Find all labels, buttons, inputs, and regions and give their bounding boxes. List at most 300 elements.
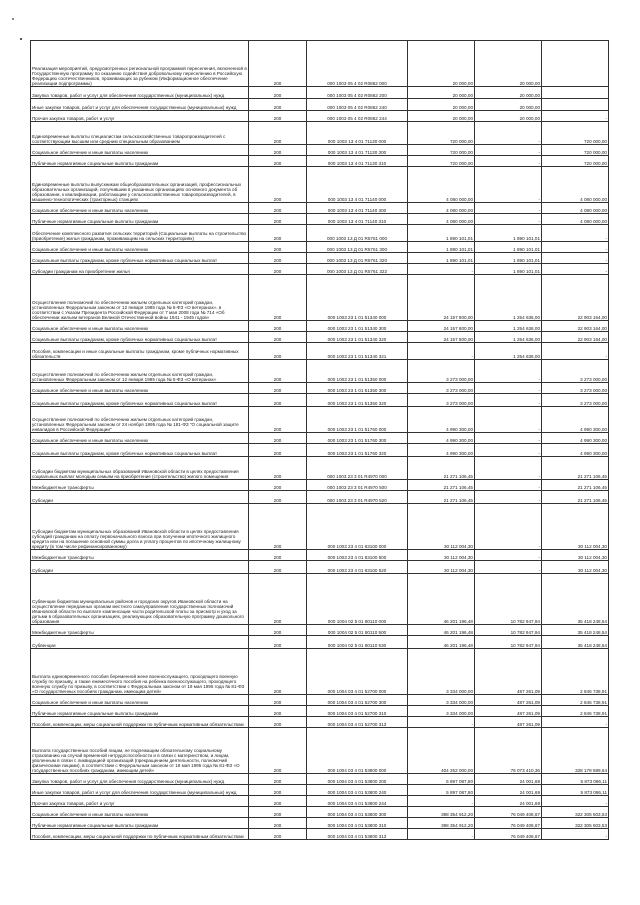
row-budget-code: 000 1004 03 4 01 53800 200: [307, 774, 408, 785]
row-unexecuted: 30 112 004,30: [542, 561, 609, 574]
row-name: Социальное обеспечение и иные выплаты населению: [31, 383, 249, 394]
row-executed: 487 261,09: [475, 649, 542, 695]
row-unexecuted: 30 112 004,30: [542, 504, 609, 550]
row-approved: 20 000,00: [408, 41, 475, 87]
row-executed: 1 890 101,01: [475, 242, 542, 253]
row-executed: 24 001,69: [475, 774, 542, 785]
row-executed: 1 254 636,00: [475, 275, 542, 321]
table-row: [31, 774, 609, 785]
row-unexecuted: 21 271 106,45: [542, 491, 609, 504]
budget-expenditure-table: [30, 40, 609, 840]
table-row: [31, 407, 609, 433]
row-unexecuted: 2 846 738,91: [542, 649, 609, 695]
row-executed: -: [475, 360, 542, 383]
row-name: Субсидии: [31, 561, 249, 574]
row-executed: 24 001,69: [475, 796, 542, 807]
row-budget-code: 000 1003 23 1 01 51340 321: [307, 343, 408, 360]
table-row: [31, 625, 609, 636]
row-line-code: 200: [249, 785, 307, 796]
table-row: [31, 383, 609, 394]
row-approved: 3 273 000,00: [408, 383, 475, 394]
table-row: [31, 275, 609, 321]
row-line-code: 200: [249, 343, 307, 360]
table-row: [31, 706, 609, 717]
row-executed: 487 261,09: [475, 717, 542, 728]
row-unexecuted: 720 000,00: [542, 122, 609, 145]
row-executed: -: [475, 480, 542, 491]
row-unexecuted: -: [542, 796, 609, 807]
row-unexecuted: -: [542, 253, 609, 264]
row-line-code: 200: [249, 41, 307, 87]
row-budget-code: 000 1003 13 Д 01 R5761 000: [307, 225, 408, 242]
table-row: [31, 649, 609, 695]
row-name: Социальные выплаты гражданам, кроме публичных нормативных социальных выплат: [31, 332, 249, 343]
row-budget-code: 000 1004 03 4 01 52700 000: [307, 649, 408, 695]
row-approved: 3 334 000,00: [408, 649, 475, 695]
row-budget-code: 000 1003 05 4 02 R0862 244: [307, 111, 408, 122]
row-name: Социальные выплаты гражданам, кроме публичных нормативных социальных выплат: [31, 253, 249, 264]
row-line-code: 200: [249, 203, 307, 214]
row-budget-code: 000 1003 23 3 01 R4970 520: [307, 491, 408, 504]
row-budget-code: 000 1004 03 4 01 53800 240: [307, 785, 408, 796]
row-name: Осуществление полномочий по обеспечению жильем отдельных категорий граждан, установленных Федеральным законом от 12 января 1995 года № 5-ФЗ «О ветеранах», в соответствии с Указом Президента Российской Федерации от 7 мая 2008 года № 714 «Об обеспечении жильем ветеранов Великой Отечественной войны 1941 - 1945 годов»: [31, 275, 249, 321]
row-line-code: 200: [249, 717, 307, 728]
row-name: Иные закупки товаров, работ и услуг для обеспечения государственных (муниципальных) нужд: [31, 99, 249, 111]
row-name: Единовременные выплаты выпускникам общеобразовательных организаций, профессиональных образовательных организаций, получившим в указанных организациях основного документа об образовании, к квалификации, работающим у сельскохозяйственных товаропроизводителей, в машинно-технологических (тракторных) станциях: [31, 167, 249, 203]
row-name: Единовременные выплаты специалистам сельскохозяйственных товаропроизводителей с соответствующим высшим или средним специальным образованием: [31, 122, 249, 145]
row-unexecuted: 322 305 503,53: [542, 818, 609, 829]
row-budget-code: 000 1004 02 5 01 80110 000: [307, 574, 408, 625]
row-unexecuted: -: [542, 111, 609, 122]
table-row: [31, 728, 609, 774]
row-approved: 4 080 000,00: [408, 167, 475, 203]
row-name: Субвенции: [31, 636, 249, 649]
table-row: [31, 41, 609, 87]
row-approved: 46 201 196,48: [408, 625, 475, 636]
table-row: [31, 695, 609, 706]
row-name: Публичные нормативные социальные выплаты гражданам: [31, 818, 249, 829]
row-executed: 1 890 101,01: [475, 253, 542, 264]
table-row: [31, 167, 609, 203]
row-executed: 1 890 101,01: [475, 225, 542, 242]
row-budget-code: 000 1003 23 1 01 51760 300: [307, 433, 408, 444]
row-executed: -: [475, 491, 542, 504]
row-budget-code: 000 1003 23 3 01 R4970 500: [307, 480, 408, 491]
row-executed: 76 073 410,36: [475, 728, 542, 774]
row-budget-code: 000 1004 03 4 01 52700 300: [307, 695, 408, 706]
table-row: [31, 807, 609, 818]
row-name: Межбюджетные трансферты: [31, 550, 249, 561]
row-budget-code: 000 1004 02 5 01 80110 500: [307, 625, 408, 636]
row-unexecuted: 4 990 300,00: [542, 433, 609, 444]
row-line-code: 200: [249, 225, 307, 242]
row-executed: -: [475, 122, 542, 145]
row-line-code: 200: [249, 728, 307, 774]
row-unexecuted: 3 273 000,00: [542, 383, 609, 394]
row-line-code: 200: [249, 99, 307, 111]
row-line-code: 200: [249, 504, 307, 550]
table-row: [31, 444, 609, 457]
row-line-code: 200: [249, 111, 307, 122]
row-budget-code: 000 1003 13 4 01 71130 300: [307, 145, 408, 156]
row-budget-code: 000 1003 23 1 01 51340 320: [307, 332, 408, 343]
row-name: Социальное обеспечение и иные выплаты населению: [31, 433, 249, 444]
row-unexecuted: 22 903 164,00: [542, 321, 609, 332]
row-unexecuted: 4 990 300,00: [542, 407, 609, 433]
row-line-code: 200: [249, 145, 307, 156]
row-name: Выплата государственных пособий лицам, не подлежащим обязательному социальному страхованию на случай временной нетрудоспособности и в связи с материнством, и лицам, уволенным в связи с ликвидацией организаций (прекращением деятельности, полномочий физическими лицами), в соответствии с Федеральным законом от 19 мая 1995 года № 81-ФЗ «О государственных пособиях гражданам, имеющим детей»: [31, 728, 249, 774]
row-executed: 76 049 408,67: [475, 807, 542, 818]
row-unexecuted: -: [542, 264, 609, 275]
table-row: [31, 225, 609, 242]
row-executed: -: [475, 383, 542, 394]
row-approved: 3 273 000,00: [408, 394, 475, 407]
row-approved: 21 271 106,45: [408, 457, 475, 480]
row-executed: 487 261,09: [475, 695, 542, 706]
table-row: [31, 122, 609, 145]
row-executed: -: [475, 145, 542, 156]
row-unexecuted: -: [542, 343, 609, 360]
row-budget-code: 000 1003 13 Д 01 R5761 300: [307, 242, 408, 253]
row-budget-code: 000 1003 13 4 01 71130 310: [307, 156, 408, 167]
row-budget-code: 000 1003 23 4 01 83100 520: [307, 561, 408, 574]
row-line-code: 200: [249, 122, 307, 145]
row-executed: 20 000,00: [475, 99, 542, 111]
row-line-code: 200: [249, 321, 307, 332]
row-budget-code: 000 1003 13 Д 01 R5761 320: [307, 253, 408, 264]
row-name: Реализация мероприятий, предусмотренных региональной программой переселения, включенной в Государственную программу по оказанию содействия добровольному переселению в Российскую Федерацию соотечественников, проживающих за рубежом (Информационное обеспечение реализации подпрограммы): [31, 41, 249, 87]
table-row: [31, 99, 609, 111]
row-approved: 4 080 000,00: [408, 203, 475, 214]
row-unexecuted: 4 990 300,00: [542, 444, 609, 457]
row-name: Закупка товаров, работ и услуг для обеспечения государственных (муниципальных) нужд: [31, 87, 249, 99]
row-unexecuted: 328 178 589,64: [542, 728, 609, 774]
row-unexecuted: 35 418 248,54: [542, 574, 609, 625]
row-line-code: 200: [249, 561, 307, 574]
row-budget-code: 000 1004 03 4 01 52700 310: [307, 706, 408, 717]
row-line-code: 200: [249, 407, 307, 433]
row-name: Социальное обеспечение и иные выплаты населению: [31, 807, 249, 818]
row-name: Публичные нормативные социальные выплаты гражданам: [31, 706, 249, 717]
row-line-code: 200: [249, 649, 307, 695]
row-approved: 30 112 004,30: [408, 550, 475, 561]
row-budget-code: 000 1004 03 4 01 53800 310: [307, 818, 408, 829]
row-line-code: 200: [249, 275, 307, 321]
row-budget-code: 000 1004 02 5 01 80110 530: [307, 636, 408, 649]
row-approved: 24 157 800,00: [408, 332, 475, 343]
row-name: Публичные нормативные социальные выплаты гражданам: [31, 214, 249, 225]
table-row: [31, 343, 609, 360]
table-row: [31, 785, 609, 796]
table-row: [31, 550, 609, 561]
row-name: Закупка товаров, работ и услуг для обеспечения государственных (муниципальных) нужд: [31, 774, 249, 785]
row-executed: 10 782 947,94: [475, 574, 542, 625]
row-line-code: 200: [249, 433, 307, 444]
table-row: [31, 242, 609, 253]
row-executed: 1 254 636,00: [475, 332, 542, 343]
row-name: Социальное обеспечение и иные выплаты населению: [31, 203, 249, 214]
row-unexecuted: 322 305 503,53: [542, 807, 609, 818]
row-name: Пособия, компенсации и иные социальные выплаты гражданам, кроме публичных нормативных обязательств: [31, 343, 249, 360]
table-row: [31, 433, 609, 444]
row-line-code: 200: [249, 636, 307, 649]
row-line-code: 200: [249, 829, 307, 840]
row-unexecuted: 2 846 738,91: [542, 706, 609, 717]
table-row: [31, 145, 609, 156]
row-name: Прочая закупка товаров, работ и услуг: [31, 111, 249, 122]
row-approved: 30 112 004,30: [408, 561, 475, 574]
table-row: [31, 156, 609, 167]
row-budget-code: 000 1003 23 1 01 51760 320: [307, 444, 408, 457]
row-line-code: 200: [249, 480, 307, 491]
row-executed: 1 254 636,00: [475, 343, 542, 360]
row-budget-code: 000 1003 23 4 01 83100 500: [307, 550, 408, 561]
row-approved: 720 000,00: [408, 122, 475, 145]
row-line-code: 200: [249, 774, 307, 785]
row-approved: 4 990 300,00: [408, 444, 475, 457]
row-name: Прочая закупка товаров, работ и услуг: [31, 796, 249, 807]
table-row: [31, 253, 609, 264]
row-budget-code: 000 1003 13 4 01 71140 300: [307, 203, 408, 214]
row-name: Социальные выплаты гражданам, кроме публичных нормативных социальных выплат: [31, 444, 249, 457]
row-executed: 24 001,69: [475, 785, 542, 796]
row-name: Межбюджетные трансферты: [31, 480, 249, 491]
row-approved: 46 201 196,48: [408, 574, 475, 625]
row-approved: 3 334 000,00: [408, 695, 475, 706]
row-unexecuted: 5 873 086,11: [542, 785, 609, 796]
row-approved: 1 890 101,01: [408, 253, 475, 264]
row-approved: -: [408, 829, 475, 840]
row-budget-code: 000 1003 23 1 01 51350 300: [307, 383, 408, 394]
row-unexecuted: 3 273 000,00: [542, 394, 609, 407]
row-line-code: 200: [249, 625, 307, 636]
row-approved: 3 334 000,00: [408, 706, 475, 717]
row-executed: 10 782 947,94: [475, 625, 542, 636]
table-row: [31, 636, 609, 649]
row-executed: 76 049 408,67: [475, 818, 542, 829]
row-name: Иные закупки товаров, работ и услуг для обеспечения государственных (муниципальных) нужд: [31, 785, 249, 796]
row-line-code: 200: [249, 242, 307, 253]
row-name: Пособия, компенсации, меры социальной поддержки по публичным нормативным обязательствам: [31, 717, 249, 728]
row-approved: 24 157 800,00: [408, 321, 475, 332]
row-approved: 20 000,00: [408, 87, 475, 99]
row-executed: 1 254 636,00: [475, 321, 542, 332]
row-approved: 21 271 106,45: [408, 480, 475, 491]
row-executed: -: [475, 561, 542, 574]
row-unexecuted: 4 080 000,00: [542, 203, 609, 214]
row-unexecuted: [542, 41, 609, 87]
row-executed: 20 000,00: [475, 41, 542, 87]
row-name: Субсидии бюджетам муниципальных образований Ивановской области в целях предоставления социальных выплат молодым семьям на приобретение (строительство) жилого помещения: [31, 457, 249, 480]
row-approved: 4 080 000,00: [408, 214, 475, 225]
row-unexecuted: [542, 87, 609, 99]
row-unexecuted: 720 000,00: [542, 156, 609, 167]
row-executed: -: [475, 203, 542, 214]
row-budget-code: 000 1004 03 4 01 53800 000: [307, 728, 408, 774]
row-approved: -: [408, 796, 475, 807]
row-approved: 398 354 912,20: [408, 807, 475, 818]
row-budget-code: 000 1003 13 4 01 71140 000: [307, 167, 408, 203]
row-executed: 10 782 947,94: [475, 636, 542, 649]
row-approved: 20 000,00: [408, 111, 475, 122]
row-name: Социальные выплаты гражданам, кроме публичных нормативных социальных выплат: [31, 394, 249, 407]
row-line-code: 200: [249, 706, 307, 717]
row-executed: -: [475, 433, 542, 444]
row-approved: 404 252 000,00: [408, 728, 475, 774]
row-unexecuted: -: [542, 717, 609, 728]
row-budget-code: 000 1003 23 1 01 51350 000: [307, 360, 408, 383]
row-unexecuted: 4 080 000,00: [542, 167, 609, 203]
row-executed: 76 049 408,67: [475, 829, 542, 840]
row-name: Социальное обеспечение и иные выплаты населению: [31, 145, 249, 156]
row-name: Выплата единовременного пособия беременной жене военнослужащего, проходящего военную службу по призыву, а также ежемесячного пособия на ребенка военнослужащего, проходящего военную службу по призыву, в соответствии с Федеральным законом от 19 мая 1995 года № 81-ФЗ «О государственных пособиях гражданам, имеющим детей»: [31, 649, 249, 695]
row-name: Субвенции бюджетам муниципальных районов и городских округов Ивановской области на осуществление переданных органам местного самоуправления государственных полномочий Ивановской области по выплате компенсации части родительской платы за присмотр и уход за детьми в образовательных организациях, реализующих образовательную программу дошкольного образования: [31, 574, 249, 625]
row-unexecuted: 4 080 000,00: [542, 214, 609, 225]
table-row: [31, 332, 609, 343]
table-row: [31, 796, 609, 807]
row-unexecuted: [542, 99, 609, 111]
row-budget-code: 000 1004 03 4 01 53800 313: [307, 829, 408, 840]
row-unexecuted: 21 271 106,45: [542, 457, 609, 480]
row-unexecuted: 30 112 004,30: [542, 550, 609, 561]
row-line-code: 200: [249, 457, 307, 480]
row-unexecuted: 22 903 164,00: [542, 332, 609, 343]
row-unexecuted: -: [542, 829, 609, 840]
scan-speck: [20, 38, 22, 40]
table-row: [31, 203, 609, 214]
row-name: Осуществление полномочий по обеспечению жильем отдельных категорий граждан, установленных Федеральным законом от 24 ноября 1995 года № 181-ФЗ "О социальной защите инвалидов в Российской Федерации": [31, 407, 249, 433]
row-executed: -: [475, 457, 542, 480]
row-budget-code: 000 1003 05 4 02 R0862 240: [307, 99, 408, 111]
row-approved: 21 271 106,45: [408, 491, 475, 504]
row-line-code: 200: [249, 253, 307, 264]
row-line-code: 200: [249, 87, 307, 99]
row-line-code: 200: [249, 214, 307, 225]
row-line-code: 200: [249, 444, 307, 457]
row-executed: 20 000,00: [475, 111, 542, 122]
row-unexecuted: 35 418 248,54: [542, 625, 609, 636]
row-line-code: 200: [249, 550, 307, 561]
row-name: Субсидии бюджетам муниципальных образований Ивановской области в целях предоставления субсидий гражданам на оплату первоначального взноса при получении ипотечного жилищного кредита или на погашение основной суммы долга и уплату процентов по ипотечному жилищному кредиту (в том числе рефинансированному): [31, 504, 249, 550]
row-name: Публичные нормативные социальные выплаты гражданам: [31, 156, 249, 167]
row-executed: -: [475, 156, 542, 167]
row-budget-code: 000 1003 13 Д 01 R5761 322: [307, 264, 408, 275]
table-row: [31, 394, 609, 407]
row-executed: -: [475, 167, 542, 203]
row-approved: 720 000,00: [408, 145, 475, 156]
row-line-code: 200: [249, 264, 307, 275]
row-budget-code: 000 1004 03 4 01 52700 313: [307, 717, 408, 728]
row-approved: 5 897 087,80: [408, 785, 475, 796]
row-budget-code: 000 1004 03 4 01 53800 300: [307, 807, 408, 818]
row-line-code: 200: [249, 574, 307, 625]
row-budget-code: 000 1003 05 4 02 R0862 200: [307, 87, 408, 99]
row-budget-code: 000 1003 23 1 01 51340 300: [307, 321, 408, 332]
row-name: Субсидии: [31, 491, 249, 504]
row-budget-code: 000 1003 13 4 01 71130 000: [307, 122, 408, 145]
table-row: [31, 87, 609, 99]
table-row: [31, 574, 609, 625]
row-unexecuted: 720 000,00: [542, 145, 609, 156]
row-executed: -: [475, 444, 542, 457]
row-budget-code: 000 1003 23 1 01 51350 320: [307, 394, 408, 407]
row-approved: 3 273 000,00: [408, 360, 475, 383]
scan-speck: [12, 18, 14, 20]
table-row: [31, 111, 609, 122]
row-approved: 46 201 196,48: [408, 636, 475, 649]
row-approved: -: [408, 343, 475, 360]
row-budget-code: 000 1003 23 1 01 51340 000: [307, 275, 408, 321]
table-row: [31, 214, 609, 225]
table-row: [31, 829, 609, 840]
row-executed: 487 261,09: [475, 706, 542, 717]
row-name: Социальное обеспечение и иные выплаты населению: [31, 695, 249, 706]
row-line-code: 200: [249, 332, 307, 343]
row-line-code: 200: [249, 807, 307, 818]
row-approved: 720 000,00: [408, 156, 475, 167]
row-executed: -: [475, 214, 542, 225]
row-executed: -: [475, 550, 542, 561]
row-name: Межбюджетные трансферты: [31, 625, 249, 636]
row-executed: -: [475, 504, 542, 550]
row-approved: 5 897 087,80: [408, 774, 475, 785]
row-approved: 1 890 101,01: [408, 242, 475, 253]
table-row: [31, 491, 609, 504]
row-executed: -: [475, 394, 542, 407]
row-budget-code: 000 1003 05 4 02 R0862 000: [307, 41, 408, 87]
row-approved: 4 990 300,00: [408, 407, 475, 433]
row-budget-code: 000 1004 03 4 01 53800 244: [307, 796, 408, 807]
row-approved: -: [408, 717, 475, 728]
table-row: [31, 264, 609, 275]
table-row: [31, 321, 609, 332]
row-executed: 20 000,00: [475, 87, 542, 99]
row-name: Социальное обеспечение и иные выплаты населению: [31, 242, 249, 253]
budget-execution-table-page: [30, 40, 608, 840]
table-row: [31, 504, 609, 550]
row-approved: 30 112 004,30: [408, 504, 475, 550]
row-name: Обеспечение комплексного развития сельских территорий (Социальные выплаты на строительство (приобретение) жилья гражданам, проживающим на сельских территориях): [31, 225, 249, 242]
table-row: [31, 480, 609, 491]
row-unexecuted: 21 271 106,45: [542, 480, 609, 491]
row-approved: 398 354 912,20: [408, 818, 475, 829]
row-unexecuted: 35 418 248,54: [542, 636, 609, 649]
row-approved: 24 157 800,00: [408, 275, 475, 321]
row-line-code: 200: [249, 167, 307, 203]
row-unexecuted: -: [542, 225, 609, 242]
row-line-code: 200: [249, 383, 307, 394]
row-unexecuted: -: [542, 242, 609, 253]
row-executed: -: [475, 407, 542, 433]
row-name: Осуществление полномочий по обеспечению жильем отдельных категорий граждан, установленных Федеральным законом от 12 января 1995 года № 5-ФЗ «О ветеранах»: [31, 360, 249, 383]
row-unexecuted: 2 846 738,91: [542, 695, 609, 706]
row-line-code: 200: [249, 796, 307, 807]
table-row: [31, 457, 609, 480]
row-approved: 20 000,00: [408, 99, 475, 111]
table-row: [31, 717, 609, 728]
table-row: [31, 818, 609, 829]
row-unexecuted: 3 273 000,00: [542, 360, 609, 383]
row-line-code: 200: [249, 818, 307, 829]
row-budget-code: 000 1003 23 4 01 83100 000: [307, 504, 408, 550]
row-approved: 4 990 300,00: [408, 433, 475, 444]
row-unexecuted: 22 903 164,00: [542, 275, 609, 321]
row-budget-code: 000 1003 13 4 01 71140 310: [307, 214, 408, 225]
row-executed: 1 890 101,01: [475, 264, 542, 275]
table-row: [31, 360, 609, 383]
row-unexecuted: 5 873 086,11: [542, 774, 609, 785]
row-budget-code: 000 1003 23 1 01 51760 000: [307, 407, 408, 433]
